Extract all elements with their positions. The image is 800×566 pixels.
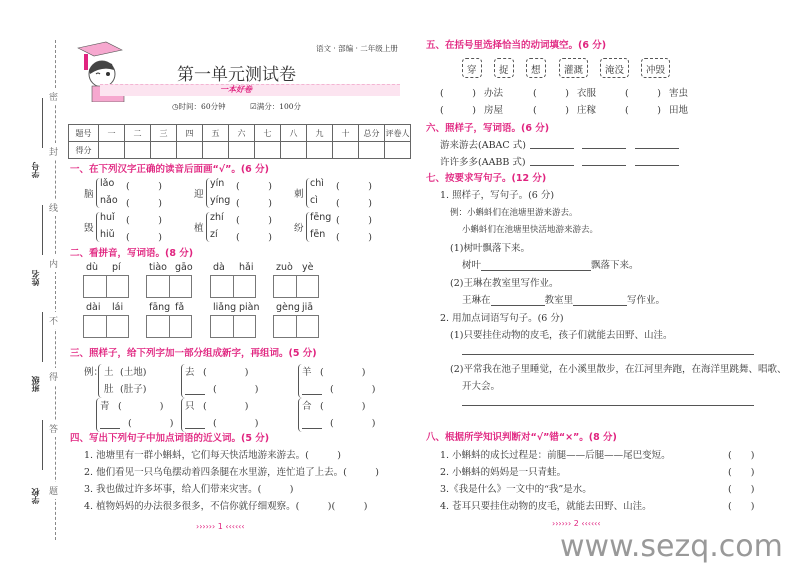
seal-char: 题 (49, 482, 58, 499)
sub-question: (2)王琳在教室里写作业。 (450, 278, 559, 289)
given-char: 去 (185, 367, 195, 378)
target-word: 害虫 (669, 88, 689, 99)
pinyin: zuò (276, 262, 293, 273)
answer-paren[interactable]: ( ) (336, 232, 372, 243)
score-cell[interactable] (177, 142, 203, 159)
score-cell[interactable] (229, 142, 255, 159)
pinyin: liǎng (213, 302, 237, 313)
seal-char: 不 (49, 312, 58, 329)
answer-paren[interactable]: ( ) (203, 401, 249, 412)
pinyin-option[interactable]: nǎo (100, 195, 118, 206)
class-label: 班级 (31, 376, 40, 392)
answer-paren[interactable]: ( ) (126, 181, 162, 192)
answer-paren[interactable]: ( ) (728, 501, 755, 512)
answer-paren[interactable]: ( ) (236, 215, 272, 226)
fill-blank[interactable]: ( ) (533, 105, 569, 116)
answer-paren[interactable]: ( ) (728, 450, 755, 461)
score-row-label: 得分 (69, 142, 99, 159)
answer-paren[interactable]: ( ) (128, 418, 174, 429)
answer-paren[interactable]: ( ) (236, 232, 272, 243)
sub-question: (2)平常我在池子里睡觉，在小溪里散步，在江河里奔跑，在海洋里跳舞、唱歌、 (450, 364, 787, 375)
option-box: 冲毁 (641, 58, 670, 78)
table-header-cell: 六 (229, 125, 255, 142)
section-3-heading: 三、照样子，给下列字加一部分组成新字，再组词。(5 分) (70, 348, 317, 359)
table-header-cell: 题号 (69, 125, 99, 142)
score-cell[interactable] (255, 142, 281, 159)
example-char: 土 (104, 367, 114, 378)
time-label: ◷时间：60分钟 (172, 102, 226, 111)
pinyin-option[interactable]: fēng (310, 212, 332, 223)
table-header-cell: 二 (125, 125, 151, 142)
school-label: 学校 (31, 488, 40, 504)
option-box: 淹没 (600, 58, 629, 78)
pinyin-option[interactable]: chì (310, 178, 324, 189)
sub-question: 开大会。 (462, 381, 501, 392)
score-label: ☑满分：100分 (250, 102, 302, 111)
new-char-line[interactable] (100, 428, 120, 429)
sub-question: 1. 照样子，写句子。(6 分) (440, 190, 555, 201)
answer-paren[interactable]: ( ) (330, 384, 376, 395)
option-box: 穿 (462, 58, 482, 78)
writing-grid[interactable] (273, 315, 319, 338)
table-header-cell: 九 (307, 125, 333, 142)
question-item[interactable]: 2. 他们看见一只乌龟摆动着四条腿在水里游，连忙追了上去。( ) (84, 467, 379, 478)
example-label: 例： (84, 367, 104, 378)
writing-grid[interactable] (146, 315, 192, 338)
table-header-cell: 七 (255, 125, 281, 142)
given-char: 只 (185, 401, 195, 412)
pinyin: dài (86, 302, 101, 313)
question-item[interactable]: 3. 我也做过许多坏事，给人们带来灾害。( ) (84, 484, 294, 495)
writing-grid[interactable] (210, 275, 256, 298)
option-box: 捉 (494, 58, 514, 78)
watermark: www.sezq.com (560, 529, 783, 564)
question-item[interactable]: 1. 池塘里有一群小蝌蚪，它们每天快活地游来游去。( ) (84, 450, 341, 461)
pinyin: dù (86, 262, 99, 273)
checkbox-icon: ☑ (250, 102, 257, 111)
score-cell[interactable] (125, 142, 151, 159)
answer-line[interactable] (462, 354, 754, 355)
field-line[interactable] (42, 312, 43, 362)
answer-paren[interactable]: ( ) (236, 198, 272, 209)
target-word: 房屋 (484, 105, 504, 116)
page-number: ›››››› 2 ‹‹‹‹‹‹ (552, 519, 601, 528)
answer-paren[interactable]: ( ) (330, 418, 376, 429)
seal-char: 得 (49, 368, 58, 385)
answer-paren[interactable]: ( ) (320, 401, 366, 412)
answer-paren[interactable]: ( ) (118, 401, 164, 412)
section-6-heading: 六、照样子，写词语。(6 分) (426, 123, 550, 134)
answer-paren[interactable]: ( ) (126, 232, 162, 243)
hanzi: 纷 (294, 223, 304, 234)
example-word: (土地) (120, 367, 147, 378)
sub-question: 2. 用加点词语写句子。(6 分) (440, 313, 564, 324)
field-line[interactable] (42, 205, 43, 255)
table-header-cell: 四 (177, 125, 203, 142)
answer-paren[interactable]: ( ) (336, 181, 372, 192)
score-cell[interactable] (333, 142, 359, 159)
pinyin: jiā (302, 302, 314, 313)
page-title: 第一单元测试卷 (177, 65, 296, 85)
target-word: 田地 (669, 105, 689, 116)
pinyin: fǎ (175, 302, 185, 313)
table-row (69, 125, 411, 142)
seal-char: 封 (49, 143, 58, 160)
answer-paren[interactable]: ( ) (213, 418, 259, 429)
binding-line (55, 40, 56, 540)
answer-line[interactable] (462, 405, 754, 406)
pinyin-option[interactable]: yíng (210, 195, 231, 206)
fill-blank[interactable]: ( ) (440, 105, 476, 116)
section-4-heading: 四、写出下列句子中加点词语的近义词。(5 分) (70, 433, 270, 444)
given-char: 合 (302, 401, 312, 412)
target-word: 衣服 (577, 88, 597, 99)
answer-paren[interactable]: ( ) (236, 181, 272, 192)
pinyin-option[interactable]: yín (210, 178, 225, 189)
writing-grid[interactable] (210, 315, 256, 338)
pinyin: piàn (239, 302, 260, 313)
section-7-heading: 七、按要求写句子。(12 分) (426, 173, 547, 184)
new-char-line[interactable] (302, 428, 322, 429)
answer-paren[interactable]: ( ) (728, 467, 755, 478)
answer-paren[interactable]: ( ) (126, 198, 162, 209)
option-box: 灌溉 (559, 58, 588, 78)
new-char-line[interactable] (302, 394, 322, 395)
sub-question: (1)只要挂住动物的皮毛，孩子们就能去田野、山洼。 (450, 330, 673, 341)
table-row (69, 142, 411, 159)
pinyin-option[interactable]: zí (210, 229, 218, 240)
pinyin: dà (213, 262, 225, 273)
series-label: 语文 · 部编 · 二年级上册 (316, 44, 398, 53)
pinyin: pí (112, 262, 121, 273)
pinyin: gèng (276, 302, 300, 313)
score-cell[interactable] (307, 142, 333, 159)
example-char: 肚 (104, 384, 114, 395)
brand-logo: 一本好卷 (220, 85, 252, 94)
hanzi: 毁 (84, 223, 94, 234)
seal-char: 密 (49, 88, 58, 105)
answer-line[interactable] (582, 165, 626, 166)
table-header-cell: 评卷人 (385, 125, 411, 142)
clock-icon: ◷ (172, 102, 179, 111)
answer-line[interactable] (582, 148, 626, 149)
answer-paren[interactable]: ( ) (728, 484, 755, 495)
pinyin: fāng (149, 302, 171, 313)
field-line[interactable] (42, 420, 43, 470)
pinyin: lái (112, 302, 124, 313)
judgement-item: 4. 苍耳只要挂住动物的皮毛，就能去田野、山洼。 (440, 501, 652, 512)
score-table (68, 124, 411, 159)
score-cell[interactable] (203, 142, 229, 159)
judgement-item: 1. 小蝌蚪的成长过程是：前腿——后腿——尾巴变短。 (440, 450, 671, 461)
pattern-label: 游来游去(ABAC 式) (440, 140, 526, 151)
answer-line[interactable] (530, 148, 574, 149)
fill-blank[interactable]: ( ) (533, 88, 569, 99)
page-number: ›››››› 1 ‹‹‹‹‹‹ (196, 522, 245, 531)
pinyin: gāo (175, 262, 193, 273)
given-char: 羊 (302, 367, 312, 378)
answer-paren[interactable]: ( ) (336, 215, 372, 226)
writing-grid[interactable] (83, 315, 129, 338)
target-word: 办法 (484, 88, 504, 99)
answer-line[interactable] (530, 165, 574, 166)
section-8-heading: 八、根据所学知识判断对“√”错“×”。(8 分) (426, 432, 617, 443)
pinyin-option[interactable]: zhí (210, 212, 224, 223)
hanzi: 刺 (294, 189, 304, 200)
answer-paren[interactable]: ( ) (320, 367, 366, 378)
judgement-item: 3.《我是什么》一文中的“我”是水。 (440, 484, 592, 495)
pinyin: tiào (149, 262, 167, 273)
hanzi: 植 (194, 223, 204, 234)
table-header-cell: 一 (99, 125, 125, 142)
seal-char: 内 (49, 255, 58, 272)
example-sentence: 小蝌蚪们在池塘里快活地游来游去。 (462, 225, 599, 235)
hanzi: 脑 (84, 189, 94, 200)
name-label: 姓名 (31, 270, 40, 286)
seal-char: 答 (49, 420, 58, 437)
table-header-cell: 总分 (359, 125, 385, 142)
table-header-cell: 五 (203, 125, 229, 142)
fill-blank[interactable]: ( ) (625, 105, 661, 116)
fill-blank[interactable]: ( ) (440, 88, 476, 99)
answer-line[interactable] (635, 148, 679, 149)
pinyin-option[interactable]: cì (310, 195, 318, 206)
pinyin-option[interactable]: lǎo (100, 178, 115, 189)
pattern-label: 许许多多(AABB 式) (440, 157, 526, 168)
score-cell[interactable] (151, 142, 177, 159)
judgement-item: 2. 小蝌蚪的妈妈是一只青蛙。 (440, 467, 567, 478)
brace (98, 364, 102, 398)
writing-grid[interactable] (146, 275, 192, 298)
section-5-heading: 五、在括号里选择恰当的动词填空。(6 分) (426, 40, 607, 51)
pinyin: yè (302, 262, 314, 273)
answer-paren[interactable]: ( ) (336, 198, 372, 209)
fill-blank[interactable]: ( ) (625, 88, 661, 99)
field-line[interactable] (42, 98, 43, 148)
pinyin: hǎi (239, 262, 254, 273)
score-cell[interactable] (359, 142, 385, 159)
pinyin-option[interactable]: fēn (310, 229, 326, 240)
student-id-label: 学号 (31, 162, 40, 178)
target-word: 庄稼 (577, 105, 597, 116)
hanzi: 迎 (194, 189, 204, 200)
section-1-heading: 一、在下列汉字正确的读音后面画“√”。(6 分) (70, 164, 269, 175)
seal-char: 线 (49, 199, 58, 216)
writing-grid[interactable] (83, 275, 129, 298)
example-word: (肚子) (120, 384, 147, 395)
option-box: 想 (526, 58, 546, 78)
fill-sentence[interactable]: 王琳在 教室里 写作业。 (462, 295, 666, 306)
answer-paren[interactable]: ( ) (126, 215, 162, 226)
score-cell[interactable] (385, 142, 411, 159)
score-cell[interactable] (99, 142, 125, 159)
sub-question: (1)树叶飘落下来。 (450, 243, 530, 254)
pinyin-option[interactable]: huǐ (100, 212, 115, 223)
new-char-line[interactable] (185, 428, 205, 429)
example-sentence: 例：小蝌蚪们在池塘里游来游去。 (450, 208, 578, 218)
pinyin-option[interactable]: hiǔ (100, 229, 115, 240)
section-2-heading: 二、看拼音，写词语。(8 分) (70, 248, 194, 259)
given-char: 青 (100, 401, 110, 412)
fill-sentence[interactable]: 树叶 飘落下来。 (462, 260, 639, 271)
question-item[interactable]: 4. 植物妈妈的办法很多很多，不信你就仔细观察。( )( ) (84, 501, 368, 512)
table-header-cell: 八 (281, 125, 307, 142)
new-char-line[interactable] (185, 394, 205, 395)
writing-grid[interactable] (273, 275, 319, 298)
answer-line[interactable] (635, 165, 679, 166)
table-header-cell: 十 (333, 125, 359, 142)
table-header-cell: 三 (151, 125, 177, 142)
score-cell[interactable] (281, 142, 307, 159)
answer-paren[interactable]: ( ) (213, 384, 259, 395)
answer-paren[interactable]: ( ) (203, 367, 249, 378)
